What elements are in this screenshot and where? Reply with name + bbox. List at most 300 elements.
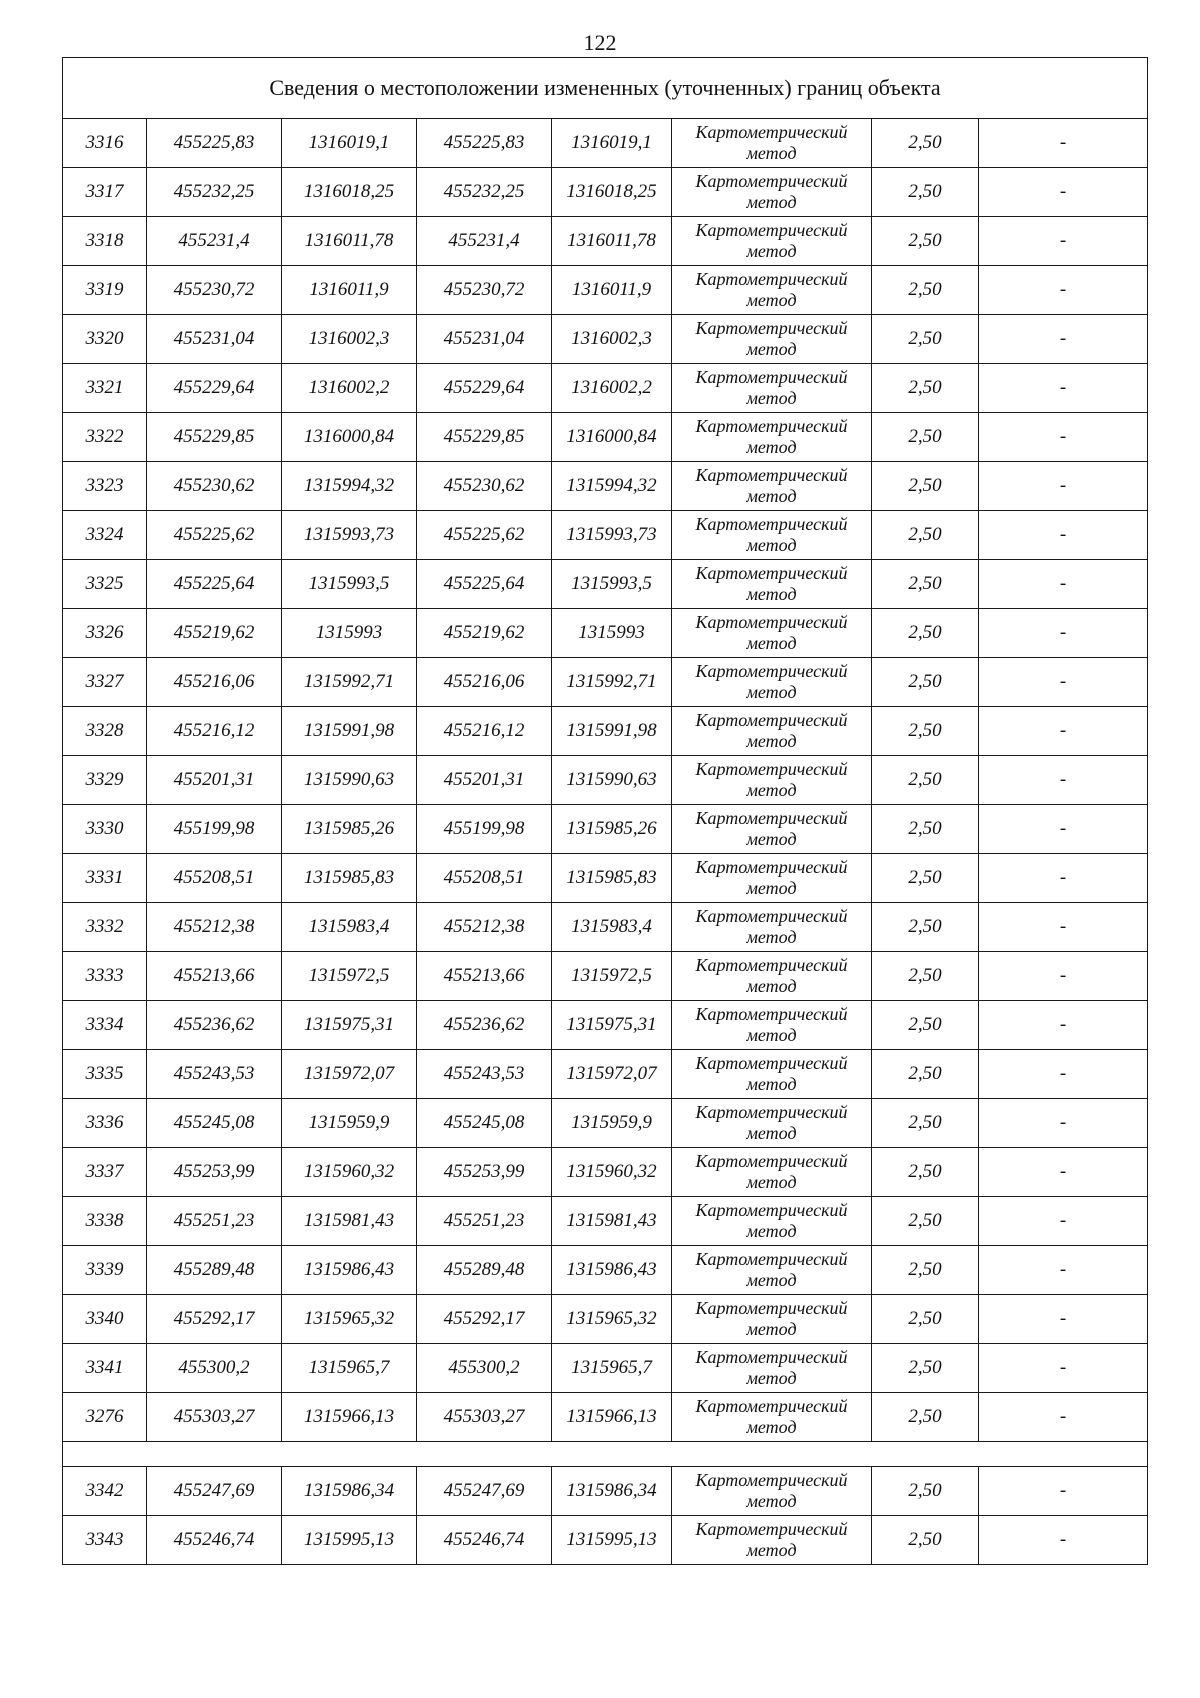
point-number-cell: 3319 xyxy=(63,266,147,315)
accuracy-cell: 2,50 xyxy=(872,903,979,952)
method-cell xyxy=(672,756,872,805)
description-cell: - xyxy=(979,266,1148,315)
method-line-1: Картометрический xyxy=(695,1053,848,1073)
x-new-cell: 455208,51 xyxy=(417,854,552,903)
y-new-cell: 1315965,7 xyxy=(552,1344,672,1393)
description-cell: - xyxy=(979,315,1148,364)
table-row xyxy=(63,364,1148,413)
method-line-2: метод xyxy=(746,829,797,849)
y-new-cell: 1315993 xyxy=(552,609,672,658)
method-cell xyxy=(672,952,872,1001)
method-cell xyxy=(672,1099,872,1148)
y-new-cell: 1315992,71 xyxy=(552,658,672,707)
method-line-2: метод xyxy=(746,633,797,653)
method-line-2: метод xyxy=(746,878,797,898)
x-existing-cell: 455230,62 xyxy=(147,462,282,511)
method-cell xyxy=(672,854,872,903)
method-line-1: Картометрический xyxy=(695,1298,848,1318)
point-number-cell: 3325 xyxy=(63,560,147,609)
table-row xyxy=(63,119,1148,168)
y-new-cell: 1315972,5 xyxy=(552,952,672,1001)
x-existing-cell: 455231,4 xyxy=(147,217,282,266)
accuracy-cell: 2,50 xyxy=(872,168,979,217)
x-new-cell: 455201,31 xyxy=(417,756,552,805)
method-line-1: Картометрический xyxy=(695,367,848,387)
table-row xyxy=(63,1516,1148,1565)
method-line-2: метод xyxy=(746,1319,797,1339)
table-row xyxy=(63,462,1148,511)
y-new-cell: 1316002,2 xyxy=(552,364,672,413)
point-number-cell: 3343 xyxy=(63,1516,147,1565)
x-existing-cell: 455229,64 xyxy=(147,364,282,413)
x-new-cell: 455236,62 xyxy=(417,1001,552,1050)
method-line-2: метод xyxy=(746,731,797,751)
point-number-cell: 3318 xyxy=(63,217,147,266)
point-number-cell: 3329 xyxy=(63,756,147,805)
method-line-1: Картометрический xyxy=(695,1151,848,1171)
point-number-cell: 3330 xyxy=(63,805,147,854)
table-row xyxy=(63,658,1148,707)
method-line-1: Картометрический xyxy=(695,465,848,485)
method-line-2: метод xyxy=(746,780,797,800)
y-existing-cell: 1315960,32 xyxy=(282,1148,417,1197)
page-number: 122 xyxy=(583,30,617,55)
description-cell: - xyxy=(979,903,1148,952)
x-existing-cell: 455229,85 xyxy=(147,413,282,462)
y-new-cell: 1316019,1 xyxy=(552,119,672,168)
method-line-1: Картометрический xyxy=(695,906,848,926)
method-line-1: Картометрический xyxy=(695,563,848,583)
method-cell xyxy=(672,315,872,364)
method-line-1: Картометрический xyxy=(695,1102,848,1122)
method-cell xyxy=(672,903,872,952)
point-number-cell: 3316 xyxy=(63,119,147,168)
method-line-2: метод xyxy=(746,927,797,947)
method-line-2: метод xyxy=(746,290,797,310)
y-new-cell: 1315995,13 xyxy=(552,1516,672,1565)
x-existing-cell: 455231,04 xyxy=(147,315,282,364)
y-existing-cell: 1316002,3 xyxy=(282,315,417,364)
x-new-cell: 455300,2 xyxy=(417,1344,552,1393)
y-existing-cell: 1315959,9 xyxy=(282,1099,417,1148)
method-cell xyxy=(672,1148,872,1197)
method-line-2: метод xyxy=(746,535,797,555)
point-number-cell: 3322 xyxy=(63,413,147,462)
x-new-cell: 455232,25 xyxy=(417,168,552,217)
method-line-1: Картометрический xyxy=(695,955,848,975)
point-number-cell: 3331 xyxy=(63,854,147,903)
y-new-cell: 1315994,32 xyxy=(552,462,672,511)
table-body xyxy=(63,58,1148,1565)
x-existing-cell: 455225,64 xyxy=(147,560,282,609)
x-existing-cell: 455253,99 xyxy=(147,1148,282,1197)
point-number-cell: 3340 xyxy=(63,1295,147,1344)
table-row xyxy=(63,1050,1148,1099)
method-cell xyxy=(672,364,872,413)
y-existing-cell: 1315992,71 xyxy=(282,658,417,707)
x-new-cell: 455219,62 xyxy=(417,609,552,658)
x-new-cell: 455247,69 xyxy=(417,1467,552,1516)
method-cell xyxy=(672,168,872,217)
table-row xyxy=(63,1295,1148,1344)
x-existing-cell: 455230,72 xyxy=(147,266,282,315)
y-new-cell: 1315960,32 xyxy=(552,1148,672,1197)
point-number-cell: 3323 xyxy=(63,462,147,511)
x-existing-cell: 455232,25 xyxy=(147,168,282,217)
y-new-cell: 1315990,63 xyxy=(552,756,672,805)
description-cell: - xyxy=(979,217,1148,266)
description-cell: - xyxy=(979,511,1148,560)
accuracy-cell: 2,50 xyxy=(872,1050,979,1099)
point-number-cell: 3326 xyxy=(63,609,147,658)
method-line-2: метод xyxy=(746,1172,797,1192)
x-existing-cell: 455289,48 xyxy=(147,1246,282,1295)
point-number-cell: 3339 xyxy=(63,1246,147,1295)
method-line-1: Картометрический xyxy=(695,1249,848,1269)
method-line-2: метод xyxy=(746,1221,797,1241)
y-new-cell: 1316011,9 xyxy=(552,266,672,315)
description-cell: - xyxy=(979,707,1148,756)
coordinates-sheet xyxy=(62,57,1147,1565)
caption-row xyxy=(63,58,1148,119)
method-line-1: Картометрический xyxy=(695,661,848,681)
accuracy-cell: 2,50 xyxy=(872,315,979,364)
y-new-cell: 1316000,84 xyxy=(552,413,672,462)
y-new-cell: 1315965,32 xyxy=(552,1295,672,1344)
table-caption: Сведения о местоположении измененных (уточненных) границ объекта xyxy=(63,58,1148,119)
y-new-cell: 1315966,13 xyxy=(552,1393,672,1442)
y-existing-cell: 1315993 xyxy=(282,609,417,658)
accuracy-cell: 2,50 xyxy=(872,1295,979,1344)
y-existing-cell: 1315993,73 xyxy=(282,511,417,560)
method-line-1: Картометрический xyxy=(695,269,848,289)
point-number-cell: 3317 xyxy=(63,168,147,217)
method-line-1: Картометрический xyxy=(695,1470,848,1490)
point-number-cell: 3276 xyxy=(63,1393,147,1442)
boundary-coordinates-table xyxy=(62,57,1148,1565)
separator-cell xyxy=(63,1442,1148,1467)
y-new-cell: 1315975,31 xyxy=(552,1001,672,1050)
x-new-cell: 455230,72 xyxy=(417,266,552,315)
y-existing-cell: 1315983,4 xyxy=(282,903,417,952)
method-line-1: Картометрический xyxy=(695,612,848,632)
y-existing-cell: 1316019,1 xyxy=(282,119,417,168)
accuracy-cell: 2,50 xyxy=(872,952,979,1001)
point-number-cell: 3321 xyxy=(63,364,147,413)
x-existing-cell: 455216,06 xyxy=(147,658,282,707)
description-cell: - xyxy=(979,364,1148,413)
method-line-2: метод xyxy=(746,1491,797,1511)
description-cell: - xyxy=(979,609,1148,658)
table-row xyxy=(63,854,1148,903)
point-number-cell: 3334 xyxy=(63,1001,147,1050)
accuracy-cell: 2,50 xyxy=(872,364,979,413)
x-existing-cell: 455199,98 xyxy=(147,805,282,854)
method-cell xyxy=(672,1516,872,1565)
accuracy-cell: 2,50 xyxy=(872,1197,979,1246)
table-row xyxy=(63,1393,1148,1442)
table-row xyxy=(63,560,1148,609)
x-new-cell: 455292,17 xyxy=(417,1295,552,1344)
table-row xyxy=(63,315,1148,364)
method-line-1: Картометрический xyxy=(695,808,848,828)
y-existing-cell: 1315995,13 xyxy=(282,1516,417,1565)
x-existing-cell: 455225,83 xyxy=(147,119,282,168)
method-line-1: Картометрический xyxy=(695,759,848,779)
method-cell xyxy=(672,217,872,266)
accuracy-cell: 2,50 xyxy=(872,1246,979,1295)
method-cell xyxy=(672,462,872,511)
point-number-cell: 3341 xyxy=(63,1344,147,1393)
x-new-cell: 455251,23 xyxy=(417,1197,552,1246)
table-row xyxy=(63,1148,1148,1197)
method-cell xyxy=(672,1467,872,1516)
method-line-2: метод xyxy=(746,143,797,163)
description-cell: - xyxy=(979,952,1148,1001)
x-new-cell: 455216,12 xyxy=(417,707,552,756)
method-line-2: метод xyxy=(746,1540,797,1560)
y-existing-cell: 1315972,5 xyxy=(282,952,417,1001)
y-existing-cell: 1316011,78 xyxy=(282,217,417,266)
x-existing-cell: 455247,69 xyxy=(147,1467,282,1516)
table-row xyxy=(63,1197,1148,1246)
description-cell: - xyxy=(979,119,1148,168)
method-line-2: метод xyxy=(746,1025,797,1045)
accuracy-cell: 2,50 xyxy=(872,462,979,511)
table-row xyxy=(63,952,1148,1001)
accuracy-cell: 2,50 xyxy=(872,413,979,462)
accuracy-cell: 2,50 xyxy=(872,805,979,854)
method-cell xyxy=(672,560,872,609)
method-cell xyxy=(672,266,872,315)
method-cell xyxy=(672,609,872,658)
method-line-1: Картометрический xyxy=(695,1004,848,1024)
method-line-1: Картометрический xyxy=(695,318,848,338)
method-line-2: метод xyxy=(746,976,797,996)
method-cell xyxy=(672,707,872,756)
method-line-1: Картометрический xyxy=(695,1519,848,1539)
x-new-cell: 455231,4 xyxy=(417,217,552,266)
table-row xyxy=(63,707,1148,756)
point-number-cell: 3342 xyxy=(63,1467,147,1516)
x-existing-cell: 455225,62 xyxy=(147,511,282,560)
y-existing-cell: 1315994,32 xyxy=(282,462,417,511)
method-cell xyxy=(672,805,872,854)
description-cell: - xyxy=(979,1295,1148,1344)
x-existing-cell: 455219,62 xyxy=(147,609,282,658)
table-row xyxy=(63,1099,1148,1148)
y-new-cell: 1315972,07 xyxy=(552,1050,672,1099)
method-line-2: метод xyxy=(746,1270,797,1290)
description-cell: - xyxy=(979,462,1148,511)
table-row xyxy=(63,266,1148,315)
y-existing-cell: 1315981,43 xyxy=(282,1197,417,1246)
method-cell xyxy=(672,413,872,462)
x-new-cell: 455289,48 xyxy=(417,1246,552,1295)
x-new-cell: 455225,83 xyxy=(417,119,552,168)
method-cell xyxy=(672,119,872,168)
method-line-2: метод xyxy=(746,1417,797,1437)
y-existing-cell: 1316018,25 xyxy=(282,168,417,217)
description-cell: - xyxy=(979,805,1148,854)
description-cell: - xyxy=(979,1246,1148,1295)
method-line-1: Картометрический xyxy=(695,857,848,877)
y-new-cell: 1315991,98 xyxy=(552,707,672,756)
description-cell: - xyxy=(979,1467,1148,1516)
accuracy-cell: 2,50 xyxy=(872,1393,979,1442)
y-new-cell: 1315981,43 xyxy=(552,1197,672,1246)
table-row xyxy=(63,413,1148,462)
method-line-1: Картометрический xyxy=(695,171,848,191)
method-line-2: метод xyxy=(746,437,797,457)
table-row xyxy=(63,1467,1148,1516)
description-cell: - xyxy=(979,1516,1148,1565)
method-line-2: метод xyxy=(746,486,797,506)
method-line-2: метод xyxy=(746,584,797,604)
description-cell: - xyxy=(979,1197,1148,1246)
y-existing-cell: 1315965,32 xyxy=(282,1295,417,1344)
accuracy-cell: 2,50 xyxy=(872,1148,979,1197)
accuracy-cell: 2,50 xyxy=(872,1516,979,1565)
table-row xyxy=(63,756,1148,805)
y-new-cell: 1316018,25 xyxy=(552,168,672,217)
y-existing-cell: 1316002,2 xyxy=(282,364,417,413)
table-row xyxy=(63,1001,1148,1050)
method-cell xyxy=(672,1295,872,1344)
x-new-cell: 455225,62 xyxy=(417,511,552,560)
method-cell xyxy=(672,1050,872,1099)
method-line-1: Картометрический xyxy=(695,710,848,730)
point-number-cell: 3333 xyxy=(63,952,147,1001)
x-existing-cell: 455201,31 xyxy=(147,756,282,805)
point-number-cell: 3338 xyxy=(63,1197,147,1246)
method-line-2: метод xyxy=(746,1074,797,1094)
method-line-1: Картометрический xyxy=(695,514,848,534)
x-new-cell: 455229,64 xyxy=(417,364,552,413)
y-existing-cell: 1315993,5 xyxy=(282,560,417,609)
y-new-cell: 1315959,9 xyxy=(552,1099,672,1148)
description-cell: - xyxy=(979,168,1148,217)
y-new-cell: 1316011,78 xyxy=(552,217,672,266)
description-cell: - xyxy=(979,756,1148,805)
description-cell: - xyxy=(979,854,1148,903)
method-cell xyxy=(672,1393,872,1442)
table-row xyxy=(63,1344,1148,1393)
accuracy-cell: 2,50 xyxy=(872,1344,979,1393)
y-existing-cell: 1315972,07 xyxy=(282,1050,417,1099)
separator-row xyxy=(63,1442,1148,1467)
accuracy-cell: 2,50 xyxy=(872,511,979,560)
point-number-cell: 3335 xyxy=(63,1050,147,1099)
accuracy-cell: 2,50 xyxy=(872,560,979,609)
y-new-cell: 1315993,5 xyxy=(552,560,672,609)
accuracy-cell: 2,50 xyxy=(872,1001,979,1050)
method-cell xyxy=(672,658,872,707)
method-cell xyxy=(672,1246,872,1295)
table-row xyxy=(63,217,1148,266)
method-line-2: метод xyxy=(746,388,797,408)
accuracy-cell: 2,50 xyxy=(872,119,979,168)
method-line-2: метод xyxy=(746,339,797,359)
y-existing-cell: 1315965,7 xyxy=(282,1344,417,1393)
y-existing-cell: 1315986,43 xyxy=(282,1246,417,1295)
accuracy-cell: 2,50 xyxy=(872,609,979,658)
method-line-1: Картометрический xyxy=(695,220,848,240)
x-new-cell: 455199,98 xyxy=(417,805,552,854)
description-cell: - xyxy=(979,658,1148,707)
y-existing-cell: 1316011,9 xyxy=(282,266,417,315)
method-line-2: метод xyxy=(746,241,797,261)
x-new-cell: 455303,27 xyxy=(417,1393,552,1442)
y-existing-cell: 1315975,31 xyxy=(282,1001,417,1050)
y-existing-cell: 1316000,84 xyxy=(282,413,417,462)
table-row xyxy=(63,903,1148,952)
x-new-cell: 455213,66 xyxy=(417,952,552,1001)
method-line-2: метод xyxy=(746,192,797,212)
x-new-cell: 455229,85 xyxy=(417,413,552,462)
x-existing-cell: 455251,23 xyxy=(147,1197,282,1246)
method-line-2: метод xyxy=(746,1368,797,1388)
point-number-cell: 3332 xyxy=(63,903,147,952)
x-existing-cell: 455246,74 xyxy=(147,1516,282,1565)
y-new-cell: 1315985,26 xyxy=(552,805,672,854)
accuracy-cell: 2,50 xyxy=(872,854,979,903)
y-new-cell: 1316002,3 xyxy=(552,315,672,364)
table-row xyxy=(63,805,1148,854)
point-number-cell: 3324 xyxy=(63,511,147,560)
description-cell: - xyxy=(979,1050,1148,1099)
y-existing-cell: 1315966,13 xyxy=(282,1393,417,1442)
point-number-cell: 3337 xyxy=(63,1148,147,1197)
accuracy-cell: 2,50 xyxy=(872,266,979,315)
y-existing-cell: 1315985,83 xyxy=(282,854,417,903)
method-cell xyxy=(672,1344,872,1393)
description-cell: - xyxy=(979,413,1148,462)
x-existing-cell: 455300,2 xyxy=(147,1344,282,1393)
y-existing-cell: 1315986,34 xyxy=(282,1467,417,1516)
method-line-1: Картометрический xyxy=(695,1200,848,1220)
table-row xyxy=(63,168,1148,217)
x-existing-cell: 455212,38 xyxy=(147,903,282,952)
method-line-1: Картометрический xyxy=(695,1396,848,1416)
method-cell xyxy=(672,511,872,560)
y-new-cell: 1315986,34 xyxy=(552,1467,672,1516)
description-cell: - xyxy=(979,1344,1148,1393)
method-line-1: Картометрический xyxy=(695,122,848,142)
y-new-cell: 1315986,43 xyxy=(552,1246,672,1295)
x-existing-cell: 455208,51 xyxy=(147,854,282,903)
y-new-cell: 1315993,73 xyxy=(552,511,672,560)
method-line-1: Картометрический xyxy=(695,416,848,436)
y-existing-cell: 1315991,98 xyxy=(282,707,417,756)
x-existing-cell: 455243,53 xyxy=(147,1050,282,1099)
description-cell: - xyxy=(979,1099,1148,1148)
point-number-cell: 3320 xyxy=(63,315,147,364)
table-row xyxy=(63,511,1148,560)
x-new-cell: 455243,53 xyxy=(417,1050,552,1099)
x-existing-cell: 455292,17 xyxy=(147,1295,282,1344)
accuracy-cell: 2,50 xyxy=(872,1467,979,1516)
table-row xyxy=(63,609,1148,658)
method-cell xyxy=(672,1197,872,1246)
accuracy-cell: 2,50 xyxy=(872,707,979,756)
accuracy-cell: 2,50 xyxy=(872,756,979,805)
x-new-cell: 455245,08 xyxy=(417,1099,552,1148)
y-new-cell: 1315983,4 xyxy=(552,903,672,952)
x-new-cell: 455225,64 xyxy=(417,560,552,609)
x-new-cell: 455246,74 xyxy=(417,1516,552,1565)
accuracy-cell: 2,50 xyxy=(872,1099,979,1148)
